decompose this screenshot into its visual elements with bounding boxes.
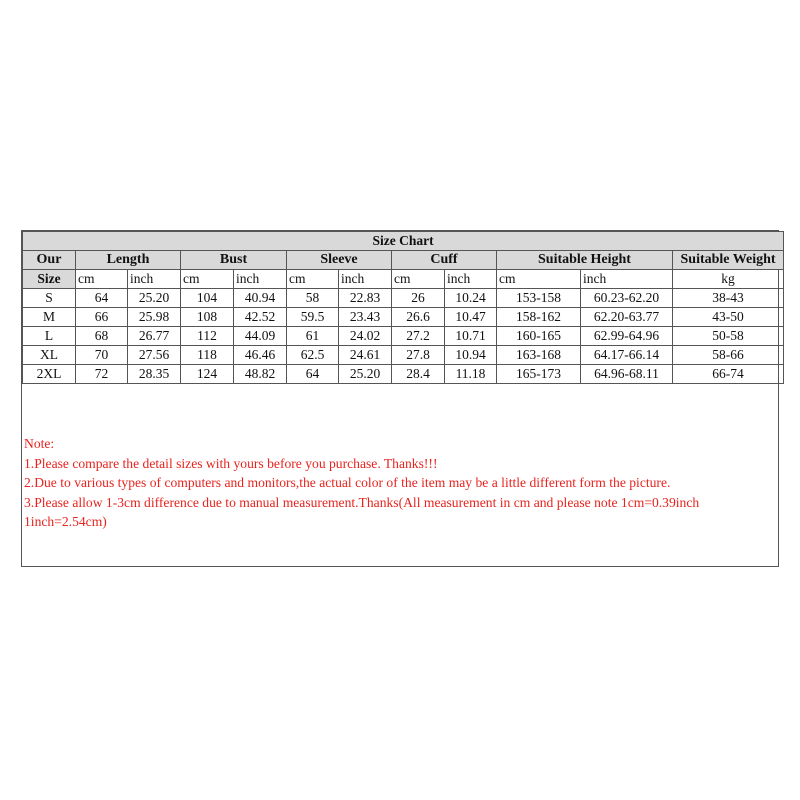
bust-header: Bust xyxy=(181,251,287,270)
unit-inch: inch xyxy=(445,270,497,289)
unit-cm: cm xyxy=(392,270,445,289)
cuff-inch-cell: 10.47 xyxy=(445,308,497,327)
bust-inch-cell: 40.94 xyxy=(234,289,287,308)
length-inch-cell: 25.98 xyxy=(128,308,181,327)
note-line-1: 1.Please compare the detail sizes with yours before you purchase. Thanks!!! xyxy=(24,455,438,471)
unit-inch: inch xyxy=(581,270,673,289)
length-inch-cell: 25.20 xyxy=(128,289,181,308)
weight-kg-cell: 50-58 xyxy=(673,327,784,346)
chart-title: Size Chart xyxy=(23,232,784,251)
cuff-cm-cell: 27.8 xyxy=(392,346,445,365)
height-cm-cell: 153-158 xyxy=(497,289,581,308)
unit-inch: inch xyxy=(128,270,181,289)
length-cm-cell: 68 xyxy=(76,327,128,346)
length-inch-cell: 27.56 xyxy=(128,346,181,365)
unit-cm: cm xyxy=(287,270,339,289)
bust-cm-cell: 104 xyxy=(181,289,234,308)
weight-kg-cell: 38-43 xyxy=(673,289,784,308)
length-cm-cell: 70 xyxy=(76,346,128,365)
length-cm-cell: 72 xyxy=(76,365,128,384)
length-inch-cell: 26.77 xyxy=(128,327,181,346)
height-cm-cell: 160-165 xyxy=(497,327,581,346)
height-inch-cell: 62.99-64.96 xyxy=(581,327,673,346)
weight-kg-cell: 66-74 xyxy=(673,365,784,384)
length-cm-cell: 66 xyxy=(76,308,128,327)
height-cm-cell: 163-168 xyxy=(497,346,581,365)
height-inch-cell: 64.96-68.11 xyxy=(581,365,673,384)
unit-inch: inch xyxy=(234,270,287,289)
bust-cm-cell: 108 xyxy=(181,308,234,327)
weight-header: Suitable Weight xyxy=(673,251,784,270)
note-line-3: 3.Please allow 1-3cm difference due to manual measurement.Thanks(All measurement in cm and please note 1cm=0.39inch xyxy=(24,494,700,510)
sleeve-inch-cell: 24.61 xyxy=(339,346,392,365)
sleeve-inch-cell: 25.20 xyxy=(339,365,392,384)
height-cm-cell: 158-162 xyxy=(497,308,581,327)
length-cm-cell: 64 xyxy=(76,289,128,308)
size-cell: S xyxy=(23,289,76,308)
cuff-inch-cell: 10.94 xyxy=(445,346,497,365)
bust-inch-cell: 42.52 xyxy=(234,308,287,327)
height-cm-cell: 165-173 xyxy=(497,365,581,384)
height-inch-cell: 64.17-66.14 xyxy=(581,346,673,365)
height-header: Suitable Height xyxy=(497,251,673,270)
cuff-header: Cuff xyxy=(392,251,497,270)
table-row xyxy=(23,346,784,365)
sleeve-cm-cell: 59.5 xyxy=(287,308,339,327)
weight-kg-cell: 58-66 xyxy=(673,346,784,365)
sleeve-cm-cell: 61 xyxy=(287,327,339,346)
length-inch-cell: 28.35 xyxy=(128,365,181,384)
unit-cm: cm xyxy=(76,270,128,289)
bust-inch-cell: 46.46 xyxy=(234,346,287,365)
cuff-cm-cell: 26.6 xyxy=(392,308,445,327)
notes-heading: Note: xyxy=(24,436,55,451)
sleeve-inch-cell: 22.83 xyxy=(339,289,392,308)
size-cell: L xyxy=(23,327,76,346)
table-row xyxy=(23,308,784,327)
sleeve-cm-cell: 62.5 xyxy=(287,346,339,365)
sleeve-cm-cell: 58 xyxy=(287,289,339,308)
size-table xyxy=(22,231,784,384)
size-chart xyxy=(21,230,779,567)
bust-inch-cell: 44.09 xyxy=(234,327,287,346)
sleeve-header: Sleeve xyxy=(287,251,392,270)
unit-cm: cm xyxy=(497,270,581,289)
bust-cm-cell: 112 xyxy=(181,327,234,346)
table-row xyxy=(23,327,784,346)
size-cell: M xyxy=(23,308,76,327)
note-line-3-continued: 1inch=2.54cm) xyxy=(24,514,107,530)
height-inch-cell: 60.23-62.20 xyxy=(581,289,673,308)
table-row xyxy=(23,289,784,308)
size-cell: XL xyxy=(23,346,76,365)
note-line-2: 2.Due to various types of computers and monitors,the actual color of the item may be a little different form the picture. xyxy=(24,475,671,491)
size-cell: 2XL xyxy=(23,365,76,384)
sleeve-inch-cell: 23.43 xyxy=(339,308,392,327)
unit-kg: kg xyxy=(673,270,784,289)
bust-inch-cell: 48.82 xyxy=(234,365,287,384)
cuff-inch-cell: 10.71 xyxy=(445,327,497,346)
notes-block xyxy=(24,434,776,532)
height-inch-cell: 62.20-63.77 xyxy=(581,308,673,327)
sleeve-inch-cell: 24.02 xyxy=(339,327,392,346)
cuff-inch-cell: 11.18 xyxy=(445,365,497,384)
length-header: Length xyxy=(76,251,181,270)
weight-kg-cell: 43-50 xyxy=(673,308,784,327)
unit-cm: cm xyxy=(181,270,234,289)
bust-cm-cell: 118 xyxy=(181,346,234,365)
unit-inch: inch xyxy=(339,270,392,289)
our-size-header: Our xyxy=(23,251,76,270)
cuff-inch-cell: 10.24 xyxy=(445,289,497,308)
cuff-cm-cell: 26 xyxy=(392,289,445,308)
cuff-cm-cell: 28.4 xyxy=(392,365,445,384)
table-row xyxy=(23,365,784,384)
cuff-cm-cell: 27.2 xyxy=(392,327,445,346)
bust-cm-cell: 124 xyxy=(181,365,234,384)
our-size-header-line2: Size xyxy=(23,270,76,289)
sleeve-cm-cell: 64 xyxy=(287,365,339,384)
